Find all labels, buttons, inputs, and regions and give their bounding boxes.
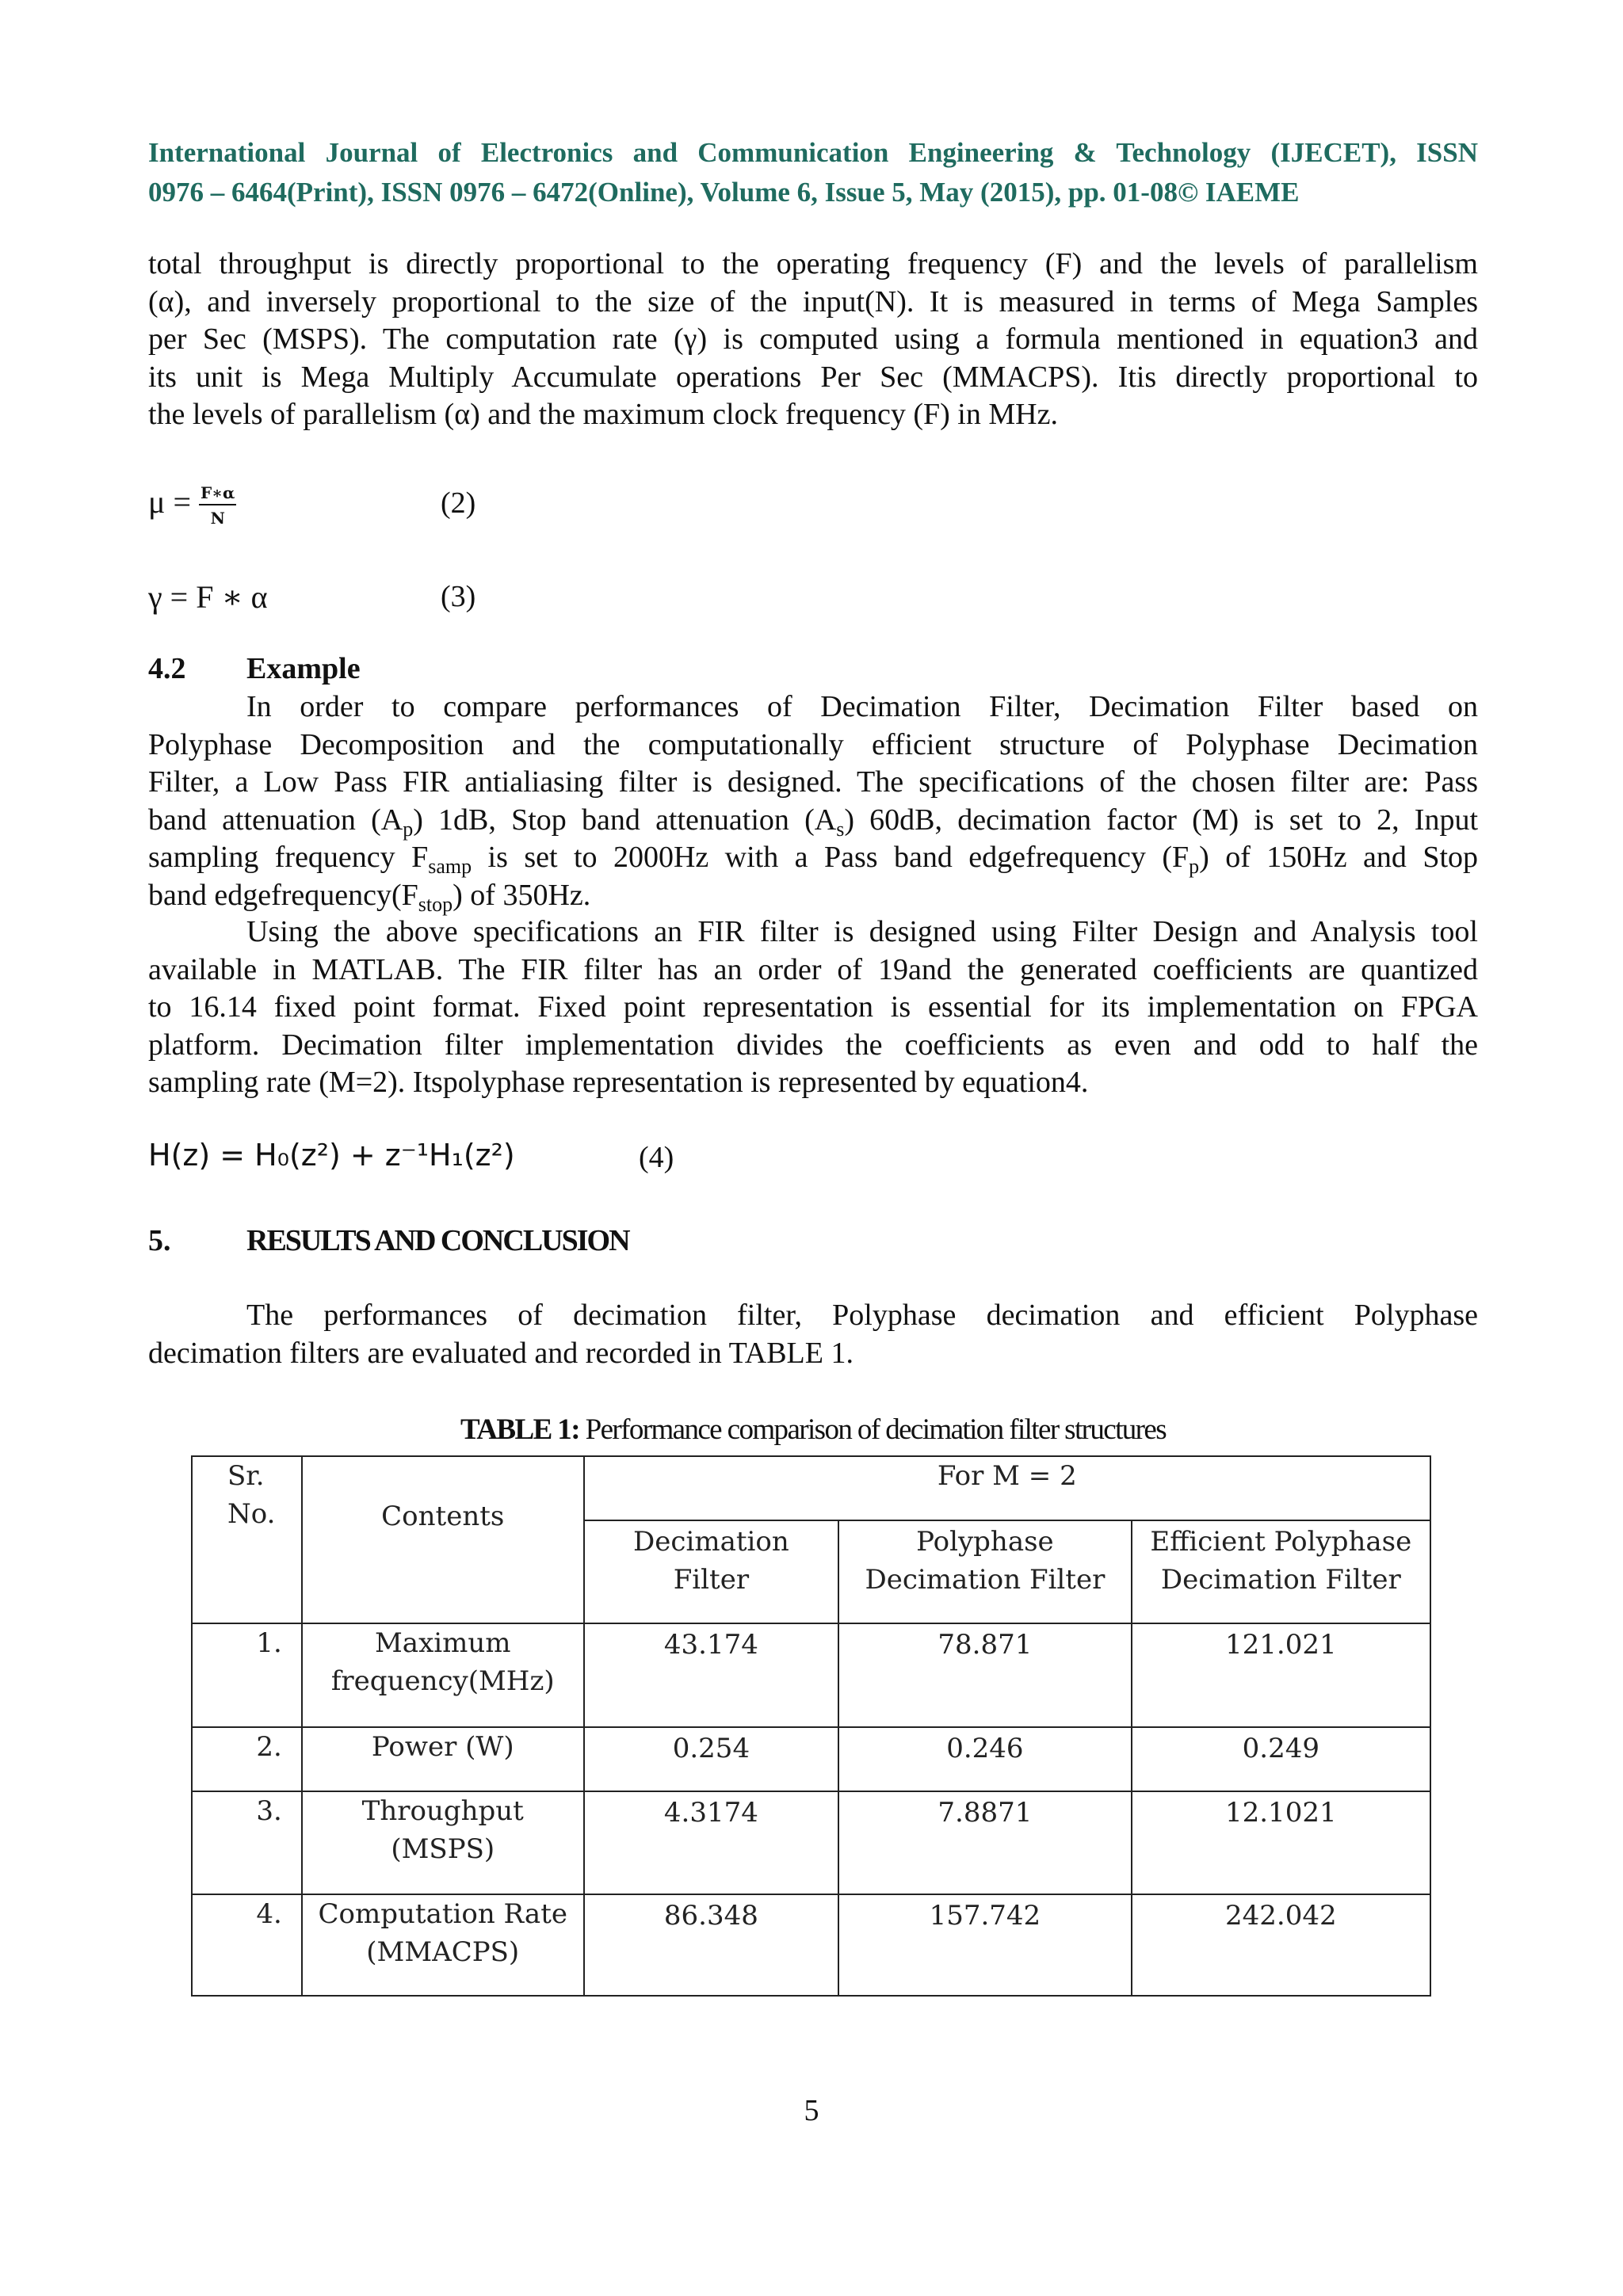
equation-2-fraction [199,483,236,528]
value-cell: 7.8871 [838,1791,1131,1894]
contents-cell: Throughput (MSPS) [302,1791,584,1894]
section-4-2-title: Example [246,652,361,685]
value-cell: 0.249 [1132,1727,1430,1791]
equation-2 [148,483,236,528]
page-number: 5 [804,2094,819,2127]
sr-cell: 3. [192,1791,302,1894]
sr-cell: 1. [192,1623,302,1727]
text-line: its unit is Mega Multiply Accumulate operations Per Sec (MMACPS). Itis directly proportional to [148,360,1478,394]
value-cell: 121.021 [1132,1623,1430,1727]
table-row [192,1727,1430,1791]
text-line: total throughput is directly proportional to the operating frequency (F) and the levels of parallelism [148,247,1478,280]
equation-4-number: (4) [639,1141,674,1174]
table-caption [148,1413,1478,1447]
text-line: sampling rate (M=2). Itspolyphase representation is represented by equation4. [148,1066,1089,1099]
section-5-number: 5. [148,1224,171,1257]
text-line: per Sec (MSPS). The computation rate (γ) is computed using a formula mentioned in equation3 and [148,322,1478,356]
text-line: In order to compare performances of Decimation Filter, Decimation Filter based on [246,690,1478,723]
text-line: sampling frequency $F_{samp}$ is set to 2000Hz with a Pass band edgefrequency $(F_p)$ of 150Hz and Stop [148,841,1479,878]
group-header: For M = 2 [584,1456,1430,1520]
text-line: The performances of decimation filter, Polyphase decimation and efficient Polyphase [246,1299,1478,1332]
paragraph-throughput [148,246,1478,434]
contents-cell: Computation Rate (MMACPS) [302,1894,584,1996]
text-line: platform. Decimation filter implementation divides the coefficients as even and odd to half the [148,1028,1478,1062]
value-cell: 43.174 [584,1623,839,1727]
contents-cell: Maximum frequency(MHz) [302,1623,584,1727]
text-line: Using the above specifications an FIR filter is designed using Filter Design and Analysis tool [246,915,1478,948]
journal-header [148,133,1478,212]
table-row [192,1894,1430,1996]
sr-cell: 2. [192,1727,302,1791]
table-caption-text: Performance comparison of decimation filter structures [579,1413,1167,1446]
table-row [192,1623,1430,1727]
performance-table [191,1455,1431,1997]
header-line-2: 0976 – 6464(Print), ISSN 0976 – 6472(Online), Volume 6, Issue 5, May (2015), pp. 01-08© IAEME [148,177,1300,208]
paragraph-results [148,1297,1478,1372]
text-line: decimation filters are evaluated and recorded in TABLE 1. [148,1336,854,1370]
sr-cell: 4. [192,1894,302,1996]
value-cell: 242.042 [1132,1894,1430,1996]
text-line: to 16.14 fixed point format. Fixed point representation is essential for its implementation on FPGA [148,990,1478,1024]
equation-3: γ = F ∗ α [148,579,268,615]
sr-no-header: Sr. No. [192,1456,302,1623]
value-cell: 157.742 [838,1894,1131,1996]
text-line: (α), and inversely proportional to the size of the input(N). It is measured in terms of Mega Samples [148,284,1478,318]
section-5-title: RESULTS AND CONCLUSION [246,1224,629,1257]
decimation-filter-header: Decimation Filter [584,1520,839,1623]
polyphase-filter-header: Polyphase Decimation Filter [838,1520,1131,1623]
value-cell: 12.1021 [1132,1791,1430,1894]
paragraph-example [148,688,1478,914]
contents-header: Contents [302,1456,584,1623]
value-cell: 4.3174 [584,1791,839,1894]
value-cell: 78.871 [838,1623,1131,1727]
text-line: band $edgefrequency(F_{stop})$ of 350Hz. [148,878,591,916]
table-caption-label: TABLE 1: [460,1413,579,1446]
equation-3-number: (3) [441,580,476,613]
value-cell: 86.348 [584,1894,839,1996]
text-line: Filter, a Low Pass FIR antialiasing filter is designed. The specifications of the chosen filter are: Pass [148,765,1478,799]
equation-2-numerator: F∗α [199,483,236,505]
contents-cell: Power (W) [302,1727,584,1791]
table-header-row [192,1456,1430,1520]
header-line-1: International Journal of Electronics and Communication Engineering & Technology (IJECET), ISSN [148,137,1478,168]
text-line: Polyphase Decomposition and the computationally efficient structure of Polyphase Decimation [148,727,1478,761]
value-cell: 0.254 [584,1727,839,1791]
table-row [192,1791,1430,1894]
text-line: band attenuation $(A_p)$ 1dB, Stop band attenuation $(A_s)$ 60dB, decimation factor (M) is set to 2, Input [148,803,1478,841]
efficient-polyphase-header: Efficient Polyphase Decimation Filter [1132,1520,1430,1623]
paragraph-design [148,913,1478,1102]
text-line: available in MATLAB. The FIR filter has an order of 19and the generated coefficients are quantized [148,952,1478,986]
text-line: the levels of parallelism (α) and the maximum clock frequency (F) in MHz. [148,398,1058,431]
equation-2-denominator: N [210,509,225,528]
equation-4: H(z) = H₀(z²) + z⁻¹H₁(z²) [148,1138,515,1173]
value-cell: 0.246 [838,1727,1131,1791]
section-4-2-number: 4.2 [148,652,186,685]
equation-2-number: (2) [441,486,476,520]
equation-2-lhs: μ = [148,484,192,521]
